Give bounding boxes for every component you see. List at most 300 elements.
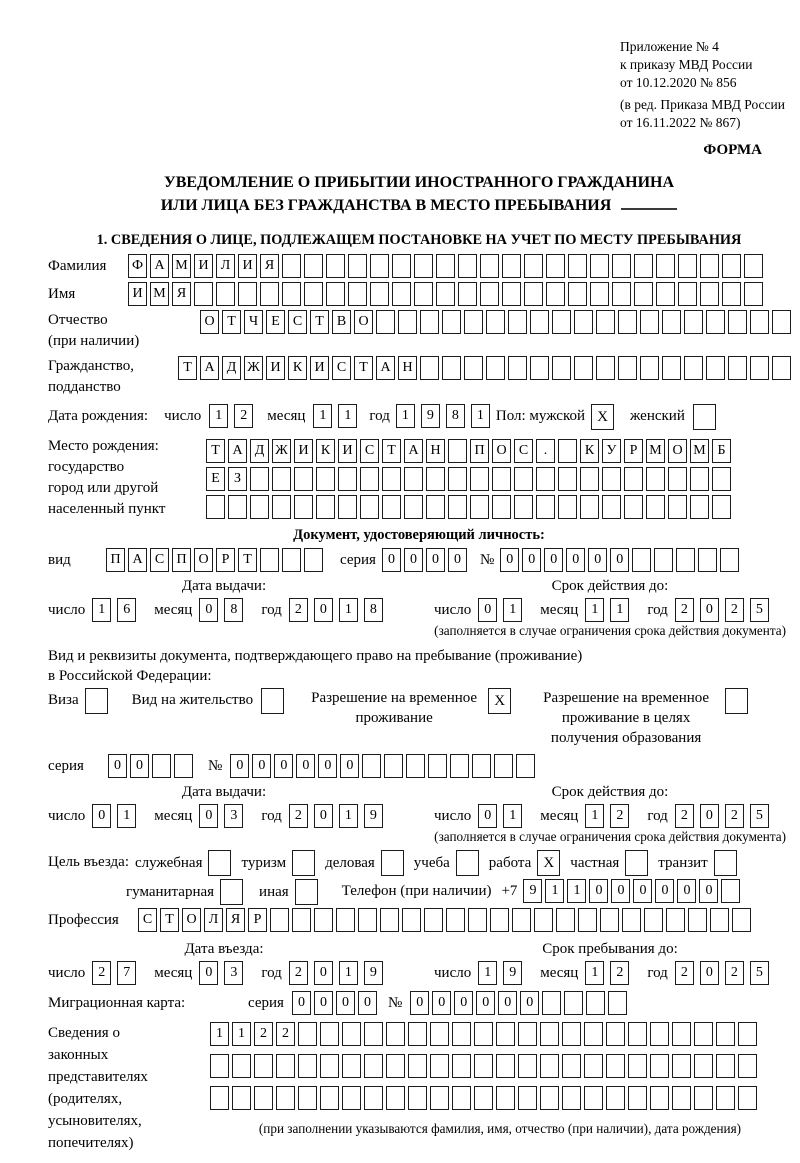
char-box[interactable]: Я [226,908,245,932]
char-box[interactable] [624,495,643,519]
char-box[interactable] [380,908,399,932]
char-box[interactable] [712,467,731,491]
char-box[interactable] [678,282,697,306]
checkbox-study[interactable] [456,850,479,876]
char-box[interactable]: 2 [675,598,694,622]
char-box[interactable] [348,282,367,306]
char-box[interactable]: 1 [339,961,358,985]
char-box[interactable]: Ф [128,254,147,278]
char-box[interactable] [624,467,643,491]
char-box[interactable]: Б [712,439,731,463]
char-box[interactable]: А [200,356,219,380]
checkbox-temp-residence-edu[interactable] [725,688,748,714]
checkbox-humanitarian[interactable] [220,879,243,905]
char-box[interactable] [370,282,389,306]
char-box[interactable] [496,1022,515,1046]
checkbox-male[interactable]: X [591,404,614,430]
char-box[interactable]: 2 [92,961,111,985]
char-box[interactable]: Ч [244,310,263,334]
char-box[interactable] [430,1022,449,1046]
char-box[interactable]: 0 [610,548,629,572]
char-box[interactable] [342,1022,361,1046]
char-box[interactable]: . [536,439,555,463]
char-box[interactable] [502,282,521,306]
char-box[interactable] [656,254,675,278]
char-box[interactable] [426,467,445,491]
char-box[interactable] [750,356,769,380]
char-box[interactable] [282,282,301,306]
checkbox-temp-residence[interactable]: X [488,688,511,714]
char-box[interactable]: 0 [199,598,218,622]
char-box[interactable] [338,495,357,519]
char-box[interactable] [452,1054,471,1078]
char-box[interactable]: Т [222,310,241,334]
char-box[interactable] [430,1086,449,1110]
char-box[interactable] [470,467,489,491]
char-box[interactable] [684,310,703,334]
char-box[interactable]: С [360,439,379,463]
checkbox-residence-permit[interactable] [261,688,284,714]
char-box[interactable] [496,1054,515,1078]
char-box[interactable] [282,254,301,278]
checkbox-female[interactable] [693,404,716,430]
char-box[interactable] [472,754,491,778]
char-box[interactable] [320,1054,339,1078]
char-box[interactable] [518,1054,537,1078]
char-box[interactable] [414,254,433,278]
char-box[interactable]: 1 [338,404,357,428]
char-box[interactable]: 0 [336,991,355,1015]
char-box[interactable]: 0 [252,754,271,778]
char-box[interactable] [448,495,467,519]
char-box[interactable] [420,310,439,334]
char-box[interactable]: 2 [289,598,308,622]
char-box[interactable] [358,908,377,932]
char-box[interactable]: 0 [677,879,696,903]
char-box[interactable]: 7 [117,961,136,985]
char-box[interactable] [612,254,631,278]
char-box[interactable] [632,548,651,572]
char-box[interactable] [536,495,555,519]
char-box[interactable]: Т [206,439,225,463]
char-box[interactable]: 0 [588,548,607,572]
char-box[interactable]: 6 [117,598,136,622]
char-box[interactable]: 0 [476,991,495,1015]
char-box[interactable]: 2 [725,804,744,828]
char-box[interactable] [404,467,423,491]
char-box[interactable] [386,1022,405,1046]
char-box[interactable] [640,310,659,334]
char-box[interactable]: 0 [544,548,563,572]
char-box[interactable]: Л [216,254,235,278]
char-box[interactable]: 0 [520,991,539,1015]
char-box[interactable]: 0 [274,754,293,778]
char-box[interactable] [558,467,577,491]
char-box[interactable] [436,282,455,306]
char-box[interactable]: 0 [700,961,719,985]
char-box[interactable] [320,1086,339,1110]
char-box[interactable] [294,495,313,519]
char-box[interactable]: 1 [339,804,358,828]
char-box[interactable] [516,754,535,778]
char-box[interactable] [732,908,751,932]
char-box[interactable] [490,908,509,932]
char-box[interactable] [452,1086,471,1110]
char-box[interactable] [360,495,379,519]
char-box[interactable]: 1 [396,404,415,428]
char-box[interactable]: 1 [92,598,111,622]
char-box[interactable] [272,495,291,519]
char-box[interactable] [326,254,345,278]
char-box[interactable] [556,908,575,932]
char-box[interactable] [336,908,355,932]
char-box[interactable]: 1 [471,404,490,428]
char-box[interactable]: Н [398,356,417,380]
char-box[interactable] [568,254,587,278]
char-box[interactable] [606,1022,625,1046]
char-box[interactable]: 2 [289,804,308,828]
char-box[interactable]: 2 [254,1022,273,1046]
char-box[interactable] [662,356,681,380]
char-box[interactable] [408,1086,427,1110]
char-box[interactable] [294,467,313,491]
char-box[interactable] [508,310,527,334]
char-box[interactable]: 0 [699,879,718,903]
char-box[interactable]: 0 [382,548,401,572]
char-box[interactable]: 0 [314,598,333,622]
char-box[interactable] [152,754,171,778]
char-box[interactable]: А [128,548,147,572]
char-box[interactable] [468,908,487,932]
char-box[interactable]: 0 [611,879,630,903]
char-box[interactable]: О [492,439,511,463]
char-box[interactable] [428,754,447,778]
char-box[interactable]: П [106,548,125,572]
char-box[interactable] [448,439,467,463]
char-box[interactable] [612,282,631,306]
char-box[interactable]: Я [172,282,191,306]
char-box[interactable] [320,1022,339,1046]
char-box[interactable] [474,1022,493,1046]
char-box[interactable] [426,495,445,519]
char-box[interactable]: 0 [700,598,719,622]
char-box[interactable]: Е [266,310,285,334]
char-box[interactable] [402,908,421,932]
char-box[interactable] [442,310,461,334]
char-box[interactable]: 0 [655,879,674,903]
char-box[interactable]: 0 [589,879,608,903]
char-box[interactable]: 2 [610,961,629,985]
char-box[interactable] [590,254,609,278]
char-box[interactable] [362,754,381,778]
char-box[interactable] [458,282,477,306]
char-box[interactable] [326,282,345,306]
char-box[interactable] [578,908,597,932]
char-box[interactable] [596,356,615,380]
char-box[interactable] [298,1022,317,1046]
char-box[interactable]: И [310,356,329,380]
char-box[interactable]: 0 [454,991,473,1015]
char-box[interactable] [486,356,505,380]
char-box[interactable] [272,467,291,491]
char-box[interactable]: 1 [610,598,629,622]
char-box[interactable] [492,495,511,519]
char-box[interactable] [618,356,637,380]
char-box[interactable] [408,1054,427,1078]
char-box[interactable] [650,1054,669,1078]
char-box[interactable] [442,356,461,380]
char-box[interactable]: 0 [199,961,218,985]
char-box[interactable] [194,282,213,306]
char-box[interactable] [342,1054,361,1078]
char-box[interactable] [424,908,443,932]
checkbox-other[interactable] [295,879,318,905]
checkbox-transit[interactable] [714,850,737,876]
char-box[interactable] [618,310,637,334]
char-box[interactable] [716,1086,735,1110]
char-box[interactable] [646,495,665,519]
char-box[interactable]: 0 [358,991,377,1015]
char-box[interactable]: Д [222,356,241,380]
char-box[interactable] [174,754,193,778]
char-box[interactable] [298,1054,317,1078]
char-box[interactable]: 9 [421,404,440,428]
char-box[interactable]: 0 [426,548,445,572]
char-box[interactable]: Я [260,254,279,278]
char-box[interactable] [518,1022,537,1046]
char-box[interactable] [644,908,663,932]
char-box[interactable] [540,1086,559,1110]
char-box[interactable] [540,1022,559,1046]
char-box[interactable]: 1 [503,598,522,622]
char-box[interactable] [606,1086,625,1110]
char-box[interactable] [584,1022,603,1046]
char-box[interactable]: Н [426,439,445,463]
char-box[interactable] [640,356,659,380]
char-box[interactable]: 0 [404,548,423,572]
char-box[interactable]: С [138,908,157,932]
char-box[interactable] [536,467,555,491]
char-box[interactable] [738,1086,757,1110]
char-box[interactable]: 0 [340,754,359,778]
char-box[interactable]: 2 [675,961,694,985]
char-box[interactable]: Д [250,439,269,463]
char-box[interactable]: 0 [130,754,149,778]
char-box[interactable] [404,495,423,519]
char-box[interactable] [562,1086,581,1110]
char-box[interactable] [408,1022,427,1046]
char-box[interactable]: 0 [314,991,333,1015]
char-box[interactable] [316,467,335,491]
char-box[interactable] [646,467,665,491]
char-box[interactable]: 1 [585,961,604,985]
char-box[interactable]: 1 [545,879,564,903]
char-box[interactable]: С [514,439,533,463]
char-box[interactable] [420,356,439,380]
char-box[interactable]: И [294,439,313,463]
char-box[interactable] [270,908,289,932]
char-box[interactable] [552,310,571,334]
char-box[interactable]: 0 [498,991,517,1015]
char-box[interactable]: 1 [585,598,604,622]
char-box[interactable] [738,1054,757,1078]
char-box[interactable]: 1 [478,961,497,985]
char-box[interactable] [508,356,527,380]
char-box[interactable]: О [668,439,687,463]
form-number-blank[interactable] [621,194,677,210]
char-box[interactable] [596,310,615,334]
checkbox-visa[interactable] [85,688,108,714]
char-box[interactable] [622,908,641,932]
char-box[interactable] [710,908,729,932]
char-box[interactable] [728,310,747,334]
char-box[interactable]: 0 [566,548,585,572]
char-box[interactable] [464,310,483,334]
char-box[interactable] [672,1054,691,1078]
char-box[interactable]: 9 [364,961,383,985]
char-box[interactable] [744,254,763,278]
char-box[interactable] [694,1054,713,1078]
char-box[interactable] [414,282,433,306]
char-box[interactable]: 1 [339,598,358,622]
char-box[interactable]: С [332,356,351,380]
char-box[interactable] [666,908,685,932]
char-box[interactable]: 0 [292,991,311,1015]
char-box[interactable] [750,310,769,334]
char-box[interactable] [494,754,513,778]
char-box[interactable]: Т [238,548,257,572]
char-box[interactable]: К [288,356,307,380]
char-box[interactable]: Т [310,310,329,334]
char-box[interactable]: Р [248,908,267,932]
char-box[interactable]: 0 [314,961,333,985]
char-box[interactable]: 1 [117,804,136,828]
char-box[interactable] [238,282,257,306]
char-box[interactable]: 1 [503,804,522,828]
char-box[interactable] [700,282,719,306]
char-box[interactable]: 2 [610,804,629,828]
char-box[interactable] [314,908,333,932]
char-box[interactable]: Р [216,548,235,572]
char-box[interactable] [370,254,389,278]
char-box[interactable] [298,1086,317,1110]
char-box[interactable] [480,254,499,278]
char-box[interactable] [292,908,311,932]
char-box[interactable] [304,548,323,572]
char-box[interactable]: С [150,548,169,572]
char-box[interactable]: О [182,908,201,932]
char-box[interactable]: О [354,310,373,334]
char-box[interactable] [382,467,401,491]
char-box[interactable] [716,1054,735,1078]
char-box[interactable] [502,254,521,278]
checkbox-private[interactable] [625,850,648,876]
char-box[interactable]: 0 [700,804,719,828]
char-box[interactable]: 1 [210,1022,229,1046]
char-box[interactable] [716,1022,735,1046]
char-box[interactable] [606,1054,625,1078]
char-box[interactable]: Л [204,908,223,932]
char-box[interactable]: 1 [585,804,604,828]
char-box[interactable]: И [128,282,147,306]
char-box[interactable]: И [266,356,285,380]
char-box[interactable]: 5 [750,961,769,985]
char-box[interactable] [712,495,731,519]
char-box[interactable] [650,1022,669,1046]
char-box[interactable] [698,548,717,572]
char-box[interactable] [250,495,269,519]
char-box[interactable]: 8 [364,598,383,622]
char-box[interactable]: К [580,439,599,463]
char-box[interactable] [676,548,695,572]
char-box[interactable] [452,1022,471,1046]
char-box[interactable]: П [470,439,489,463]
char-box[interactable]: 1 [313,404,332,428]
char-box[interactable] [694,1022,713,1046]
char-box[interactable]: Т [178,356,197,380]
char-box[interactable] [260,282,279,306]
checkbox-tourism[interactable] [292,850,315,876]
char-box[interactable] [530,310,549,334]
char-box[interactable] [722,282,741,306]
char-box[interactable] [304,254,323,278]
char-box[interactable] [562,1022,581,1046]
char-box[interactable] [720,548,739,572]
char-box[interactable] [580,495,599,519]
char-box[interactable] [534,908,553,932]
char-box[interactable] [584,1054,603,1078]
char-box[interactable] [254,1086,273,1110]
char-box[interactable] [518,1086,537,1110]
char-box[interactable] [514,467,533,491]
char-box[interactable] [600,908,619,932]
char-box[interactable]: 0 [448,548,467,572]
char-box[interactable] [654,548,673,572]
char-box[interactable]: 9 [364,804,383,828]
char-box[interactable]: 0 [633,879,652,903]
char-box[interactable]: 2 [675,804,694,828]
char-box[interactable] [338,467,357,491]
char-box[interactable] [448,467,467,491]
char-box[interactable]: 0 [108,754,127,778]
char-box[interactable] [514,495,533,519]
char-box[interactable]: 2 [234,404,253,428]
char-box[interactable] [552,356,571,380]
char-box[interactable]: А [150,254,169,278]
char-box[interactable]: 0 [318,754,337,778]
checkbox-work[interactable]: X [537,850,560,876]
char-box[interactable]: 9 [523,879,542,903]
char-box[interactable] [382,495,401,519]
char-box[interactable] [486,310,505,334]
char-box[interactable] [728,356,747,380]
char-box[interactable] [628,1086,647,1110]
char-box[interactable]: 8 [224,598,243,622]
char-box[interactable]: 0 [410,991,429,1015]
char-box[interactable]: 0 [230,754,249,778]
char-box[interactable] [386,1086,405,1110]
char-box[interactable] [364,1022,383,1046]
char-box[interactable] [376,310,395,334]
char-box[interactable] [558,439,577,463]
char-box[interactable] [706,310,725,334]
char-box[interactable]: 0 [314,804,333,828]
char-box[interactable] [700,254,719,278]
char-box[interactable] [662,310,681,334]
char-box[interactable] [690,495,709,519]
char-box[interactable] [364,1054,383,1078]
char-box[interactable] [282,548,301,572]
